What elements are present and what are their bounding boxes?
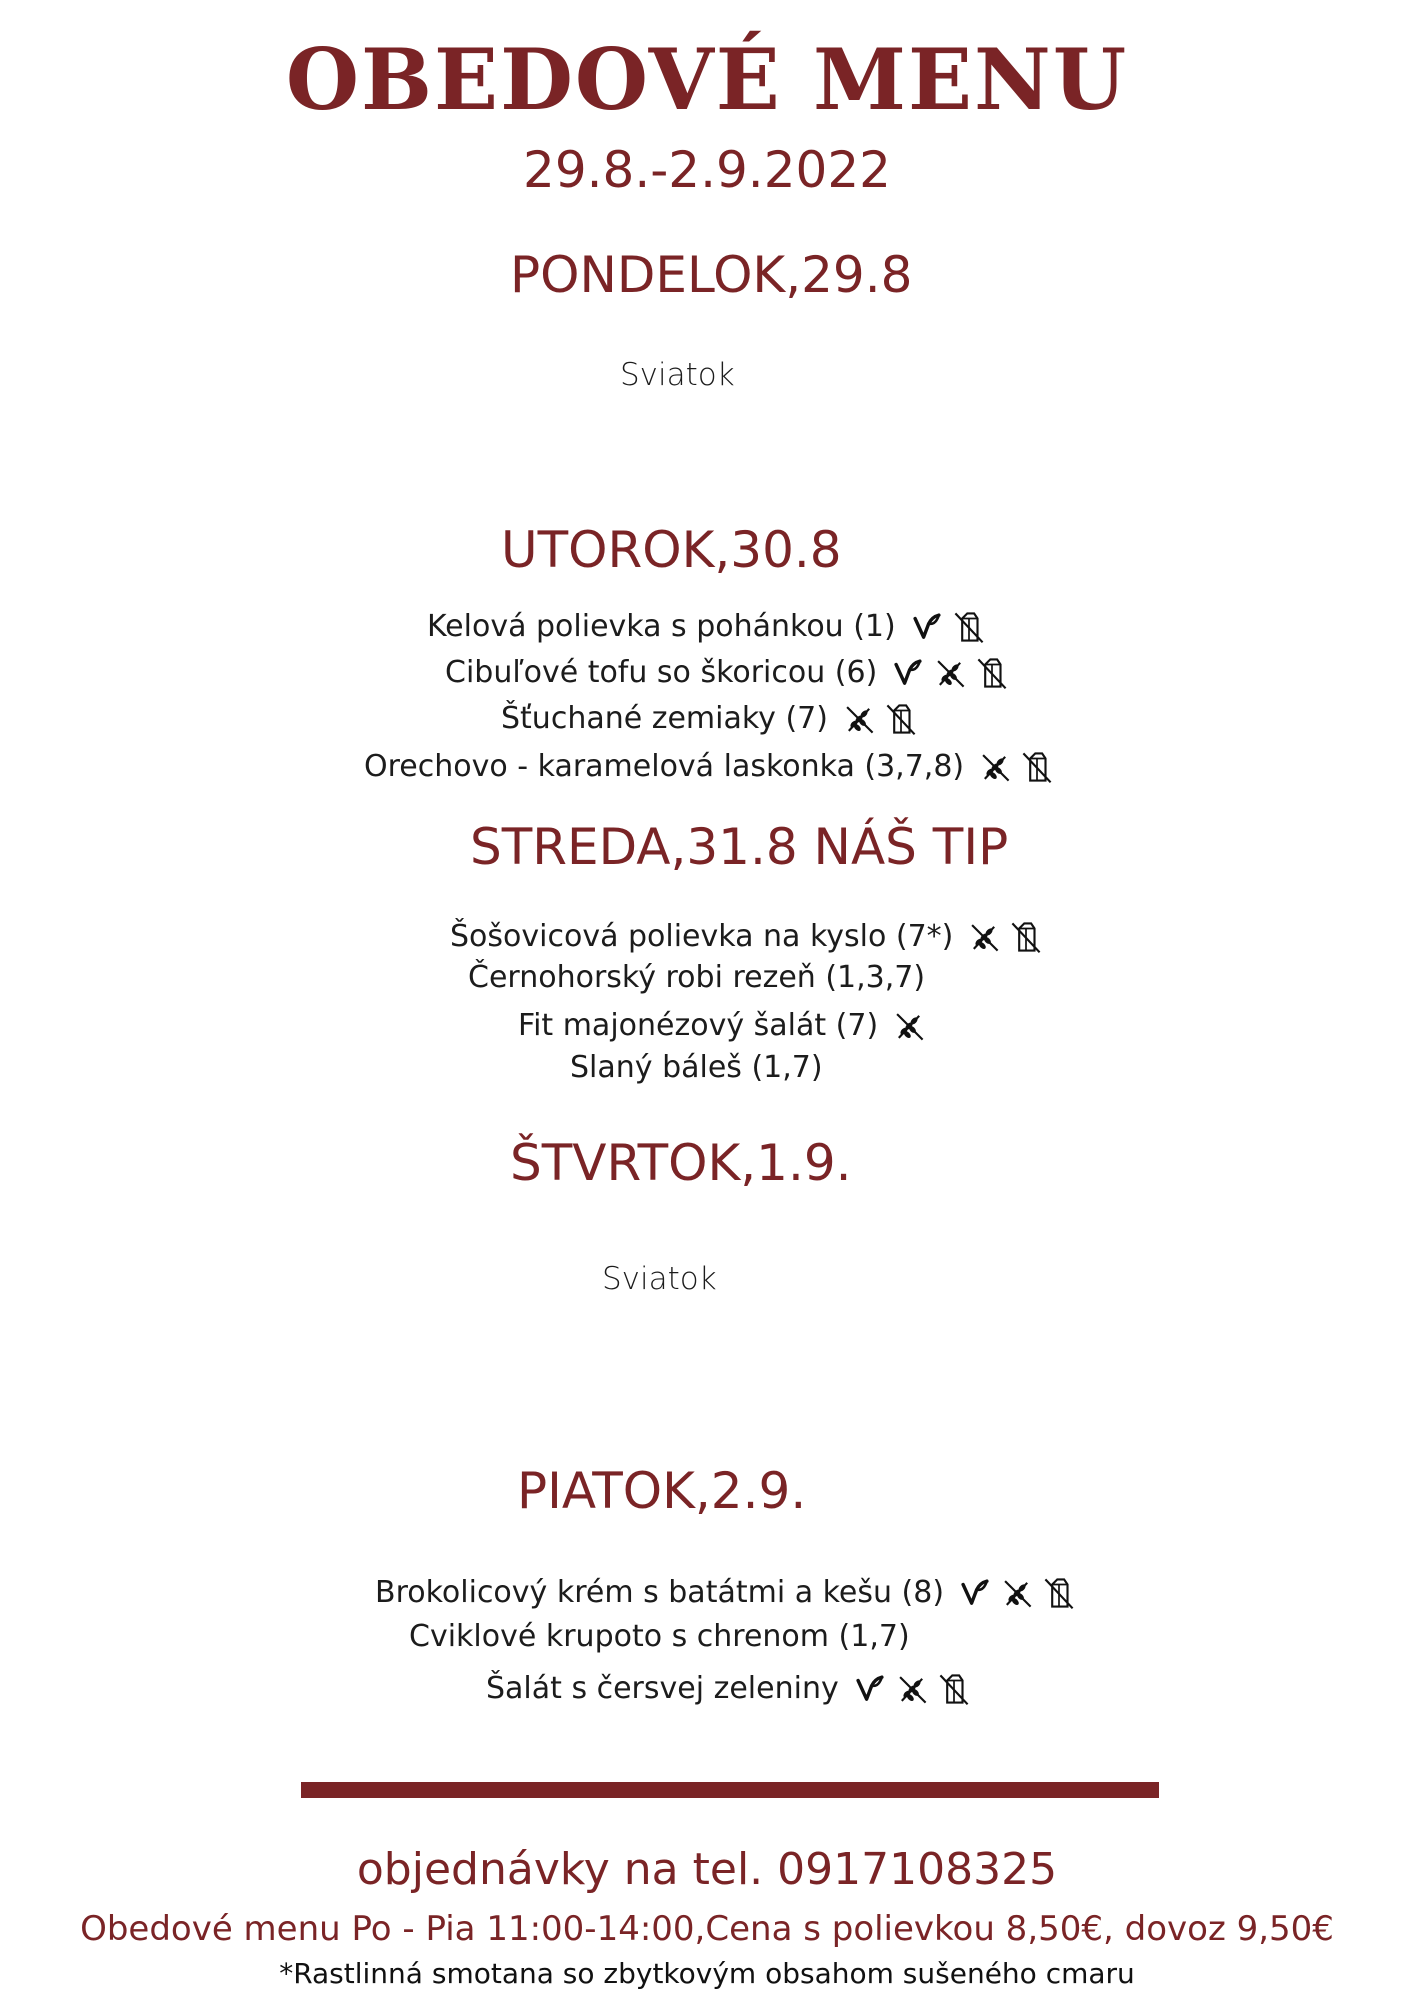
menu-item bbox=[501, 700, 918, 738]
menu-item bbox=[375, 1574, 1076, 1612]
menu-item-name: Šošovicová polievka na kyslo (7*) bbox=[450, 919, 954, 954]
gluten-free-icon bbox=[842, 700, 876, 738]
menu-item-name: Cibuľové tofu so škoricou (6) bbox=[445, 655, 878, 690]
menu-item-name: Orechovo - karamelová laskonka (3,7,8) bbox=[364, 749, 965, 784]
menu-item bbox=[427, 608, 986, 646]
vegan-icon bbox=[910, 608, 944, 646]
dairy-free-icon bbox=[937, 1670, 971, 1708]
menu-item bbox=[450, 918, 1043, 956]
diet-icons bbox=[842, 700, 918, 738]
dairy-free-icon bbox=[975, 654, 1009, 692]
menu-item bbox=[409, 1619, 910, 1654]
diet-icons bbox=[910, 608, 986, 646]
dairy-free-icon bbox=[1042, 1574, 1076, 1612]
order-phone: objednávky na tel. 0917108325 bbox=[356, 1844, 1058, 1895]
menu-item bbox=[486, 1670, 971, 1708]
date-range: 29.8.-2.9.2022 bbox=[523, 141, 891, 199]
day-heading-wednesday: STREDA,31.8 NÁŠ TIP bbox=[470, 818, 1009, 876]
vegan-icon bbox=[891, 654, 925, 692]
holiday-note-monday: Sviatok bbox=[620, 357, 735, 393]
footer-divider bbox=[301, 1782, 1159, 1798]
gluten-free-icon bbox=[892, 1007, 926, 1045]
menu-item bbox=[468, 960, 926, 995]
menu-item bbox=[364, 748, 1054, 786]
gluten-free-icon bbox=[1000, 1574, 1034, 1612]
menu-item-name: Slaný báleš (1,7) bbox=[570, 1050, 823, 1085]
dairy-free-icon bbox=[884, 700, 918, 738]
day-heading-tuesday: UTOROK,30.8 bbox=[501, 521, 842, 579]
dairy-free-icon bbox=[1009, 918, 1043, 956]
diet-icons bbox=[978, 748, 1054, 786]
vegan-icon bbox=[958, 1574, 992, 1612]
menu-item-name: Černohorský robi rezeň (1,3,7) bbox=[468, 960, 926, 995]
menu-item-name: Šťuchané zemiaky (7) bbox=[501, 701, 828, 736]
hours-and-price: Obedové menu Po - Pia 11:00-14:00,Cena s polievkou 8,50€, dovoz 9,50€ bbox=[80, 1909, 1334, 1949]
day-heading-thursday: ŠTVRTOK,1.9. bbox=[510, 1134, 852, 1192]
footnote: *Rastlinná smotana so zbytkovým obsahom sušeného cmaru bbox=[279, 1957, 1135, 1990]
menu-item-name: Kelová polievka s pohánkou (1) bbox=[427, 609, 896, 644]
menu-item-name: Šalát s čersvej zeleniny bbox=[486, 1671, 839, 1706]
day-heading-friday: PIATOK,2.9. bbox=[517, 1462, 807, 1520]
gluten-free-icon bbox=[895, 1670, 929, 1708]
gluten-free-icon bbox=[967, 918, 1001, 956]
menu-item-name: Fit majonézový šalát (7) bbox=[518, 1008, 879, 1043]
vegan-icon bbox=[853, 1670, 887, 1708]
diet-icons bbox=[958, 1574, 1076, 1612]
menu-item bbox=[445, 654, 1009, 692]
day-heading-monday: PONDELOK,29.8 bbox=[510, 246, 913, 304]
menu-title: OBEDOVÉ MENU bbox=[285, 30, 1129, 129]
menu-item bbox=[518, 1007, 926, 1045]
gluten-free-icon bbox=[933, 654, 967, 692]
diet-icons bbox=[967, 918, 1043, 956]
diet-icons bbox=[892, 1007, 926, 1045]
menu-item-name: Cviklové krupoto s chrenom (1,7) bbox=[409, 1619, 910, 1654]
gluten-free-icon bbox=[978, 748, 1012, 786]
diet-icons bbox=[891, 654, 1009, 692]
menu-item-name: Brokolicový krém s batátmi a kešu (8) bbox=[375, 1575, 945, 1610]
diet-icons bbox=[853, 1670, 971, 1708]
dairy-free-icon bbox=[952, 608, 986, 646]
dairy-free-icon bbox=[1020, 748, 1054, 786]
menu-item bbox=[570, 1050, 823, 1085]
holiday-note-thursday: Sviatok bbox=[602, 1261, 717, 1297]
